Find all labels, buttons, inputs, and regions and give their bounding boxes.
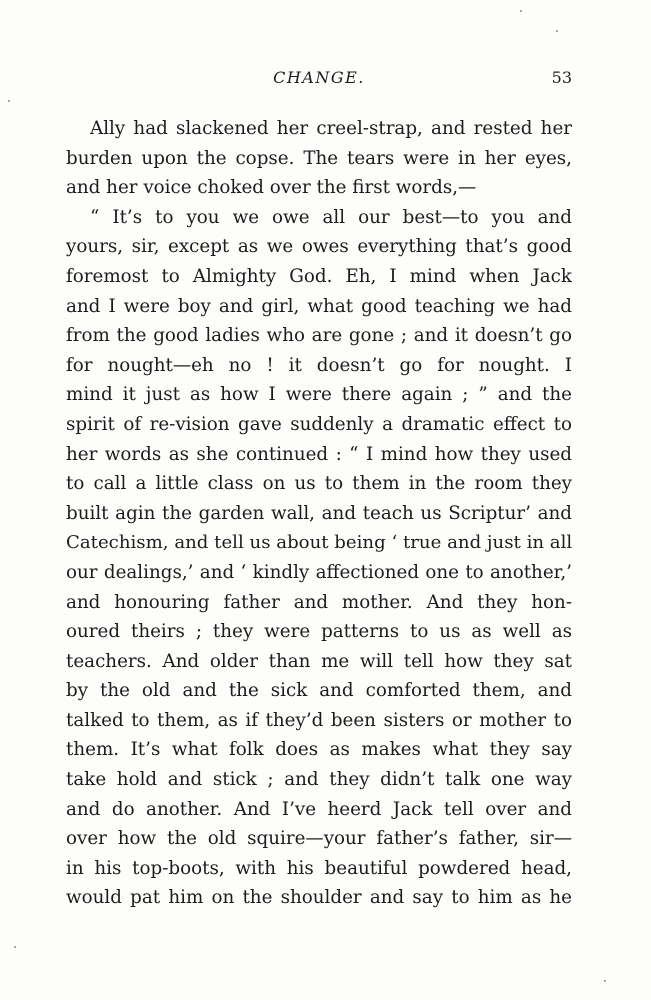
text-line: built agin the garden wall, and teach us Scriptur’ and <box>66 502 572 524</box>
scan-speck <box>8 100 10 102</box>
text-line: foremost to Almighty God. Eh, I mind when Jack <box>66 265 572 287</box>
text-line: would pat him on the shoulder and say to him as he <box>66 887 572 909</box>
scan-speck <box>604 980 606 982</box>
text-line: and honouring father and mother. And they hon- <box>66 591 572 613</box>
text-line: to call a little class on us to them in the room they <box>66 473 572 495</box>
text-line: mind it just as how I were there again ; ” and the <box>66 384 572 406</box>
text-line: for nought—eh no ! it doesn’t go for nought. I <box>66 354 572 376</box>
page-number: 53 <box>551 68 572 87</box>
text-line: talked to them, as if they’d been sisters or mother to <box>66 709 572 731</box>
text-line: take hold and stick ; and they didn’t talk one way <box>66 769 572 791</box>
text-line: and do another. And I’ve heerd Jack tell over and <box>66 798 572 820</box>
text-line: teachers. And older than me will tell how they sat <box>66 650 572 672</box>
running-title: CHANGE. <box>273 68 365 87</box>
text-line: oured theirs ; they were patterns to us as well as <box>66 621 572 643</box>
text-line: Catechism, and tell us about being ‘ true and just in all <box>66 532 573 554</box>
text-line: burden upon the copse. The tears were in her eyes, <box>66 147 572 169</box>
text-line: by the old and the sick and comforted them, and <box>66 680 572 702</box>
text-line: our dealings,’ and ‘ kindly affectioned one to another,’ <box>66 561 572 583</box>
text-line: her words as she continued : “ I mind how they used <box>66 443 572 465</box>
text-line: and her voice choked over the first words,— <box>66 177 477 199</box>
text-line: from the good ladies who are gone ; and it doesn’t go <box>66 325 572 347</box>
text-line: “ It’s to you we owe all our best—to you and <box>90 206 572 228</box>
body-text <box>66 114 572 913</box>
text-line: yours, sir, except as we owes everything that’s good <box>66 236 572 258</box>
scan-speck <box>556 30 558 32</box>
text-line: over how the old squire—your father’s father, sir— <box>66 828 572 850</box>
text-line: in his top-boots, with his beautiful powdered head, <box>66 857 572 879</box>
text-line: spirit of re-vision gave suddenly a dramatic effect to <box>66 413 572 435</box>
page-header <box>66 66 572 92</box>
text-line: and I were boy and girl, what good teaching we had <box>66 295 572 317</box>
scan-speck <box>14 946 16 948</box>
text-line: them. It’s what folk does as makes what they say <box>66 739 572 761</box>
scan-speck <box>520 10 522 12</box>
text-line: Ally had slackened her creel-strap, and rested her <box>90 118 572 139</box>
